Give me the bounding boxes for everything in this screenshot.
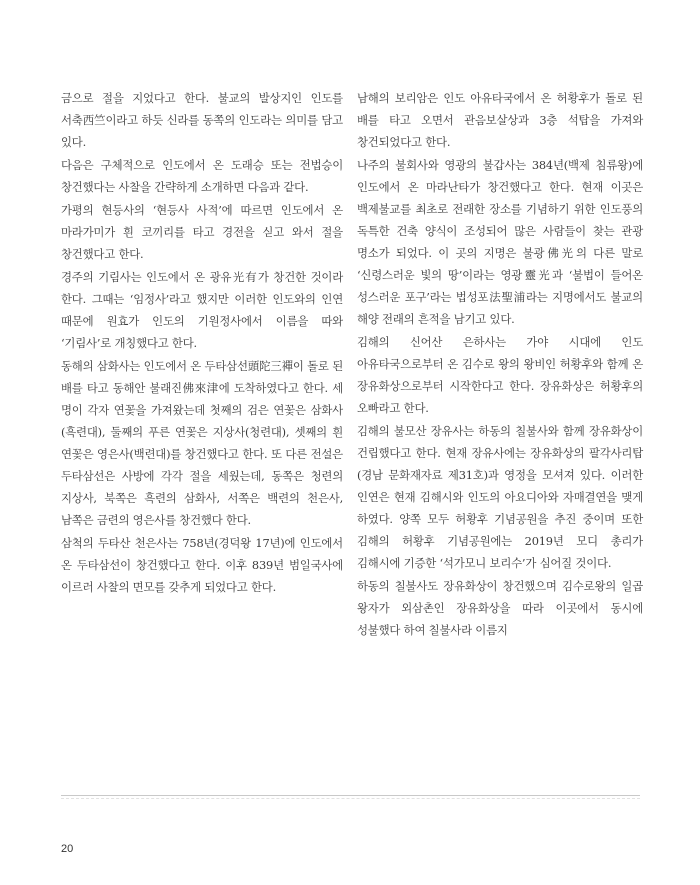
paragraph: 나주의 불회사와 영광의 불갑사는 384년(백제 침류왕)에 인도에서 온 마라난타가 창건했다고 한다. 현재 이곳은 백제불교를 최초로 전래한 장소를 기념하기 위한 인도풍의 독특한 건축 양식이 조성되어 많은 사람들이 찾는 관광 명소가 되었다. 이 곳의 지명은 불광佛光의 다른 말로 ‘신령스러운 빛의 땅’이라는 영광靈光과 ‘불법이 들어온 성스러운 포구’라는 법성포法聖浦라는 지명에서도 불교의 해양 전래의 흔적을 남기고 있다.	[357, 158, 643, 326]
paragraph: 경주의 기림사는 인도에서 온 광유光有가 창건한 것이라 한다. 그때는 ‘임정사’라고 했지만 이러한 인도와의 인연 때문에 원효가 인도의 기원정사에서 이름을 따와 ‘기림사’로 개칭했다고 한다.	[61, 270, 343, 350]
paragraph: 가평의 현등사의 ‘현등사 사적’에 따르면 인도에서 온 마라가미가 흰 코끼리를 타고 경전을 싣고 와서 절을 창건했다고 한다.	[61, 203, 343, 261]
left-column	[61, 87, 343, 599]
paragraph: 김해의 불모산 장유사는 하동의 칠불사와 함께 장유화상이 건립했다고 한다. 현재 장유사에는 장유화상의 팔각사리탑(경남 문화재자료 제31호)과 영정을 모셔져 있다. 이러한 인연은 현재 김해시와 인도의 아요디아와 자매결연을 맺게 하였다. 양쪽 모두 허황후 기념공원을 추진 중이며 또한 김해의 허황후 기념공원에는 2019년 모디 총리가 김해시에 기증한 ‘석가모니 보리수’가 심어질 것이다.	[357, 424, 643, 570]
page-number: 20	[61, 843, 74, 855]
paragraph: 삼척의 두타산 천은사는 758년(경덕왕 17년)에 인도에서 온 두타삼선이 창건했다고 한다. 이후 839년 범일국사에 이르러 사찰의 면모를 갖추게 되었다고 한다.	[61, 536, 343, 594]
right-column	[357, 87, 643, 642]
paragraph: 남해의 보리암은 인도 아유타국에서 온 허황후가 돌로 된 배를 타고 오면서 관음보살상과 3층 석탑을 가져와 창건되었다고 한다.	[357, 91, 643, 149]
footer-divider	[61, 795, 640, 796]
paragraph: 금으로 절을 지었다고 한다. 불교의 발상지인 인도를 서축西竺이라고 하듯 신라를 동쪽의 인도라는 의미를 담고 있다.	[61, 91, 343, 149]
paragraph: 다음은 구체적으로 인도에서 온 도래승 또는 전법승이 창건했다는 사찰을 간략하게 소개하면 다음과 같다.	[61, 158, 343, 194]
footer-divider-shadow	[61, 798, 640, 799]
paragraph: 동해의 삼화사는 인도에서 온 두타삼선頭陀三禪이 돌로 된 배를 타고 동해안 불래진佛來津에 도착하였다고 한다. 세 명이 각자 연꽃을 가져왔는데 첫째의 검은 연꽃은 삼화사(흑련대), 둘째의 푸른 연꽃은 지상사(청련대), 셋째의 흰 연꽃은 영은사(백련대)를 창건했다고 한다. 또 다른 전설은 두타삼선은 사방에 각각 절을 세웠는데, 동쪽은 청련의 지상사, 북쪽은 흑련의 삼화사, 서쪽은 백련의 천은사, 남쪽은 금련의 영은사를 창건했다 한다.	[61, 359, 343, 527]
paragraph: 하동의 칠불사도 장유화상이 창건했으며 김수로왕의 일곱 왕자가 외삼촌인 장유화상을 따라 이곳에서 동시에 성불했다 하여 칠불사라 이름지	[357, 579, 643, 637]
paragraph: 김해의 신어산 은하사는 가야 시대에 인도 아유타국으로부터 온 김수로 왕의 왕비인 허황후와 함께 온 장유화상으로부터 시작한다고 한다. 장유화상은 허황후의 오빠라고 한다.	[357, 335, 643, 415]
